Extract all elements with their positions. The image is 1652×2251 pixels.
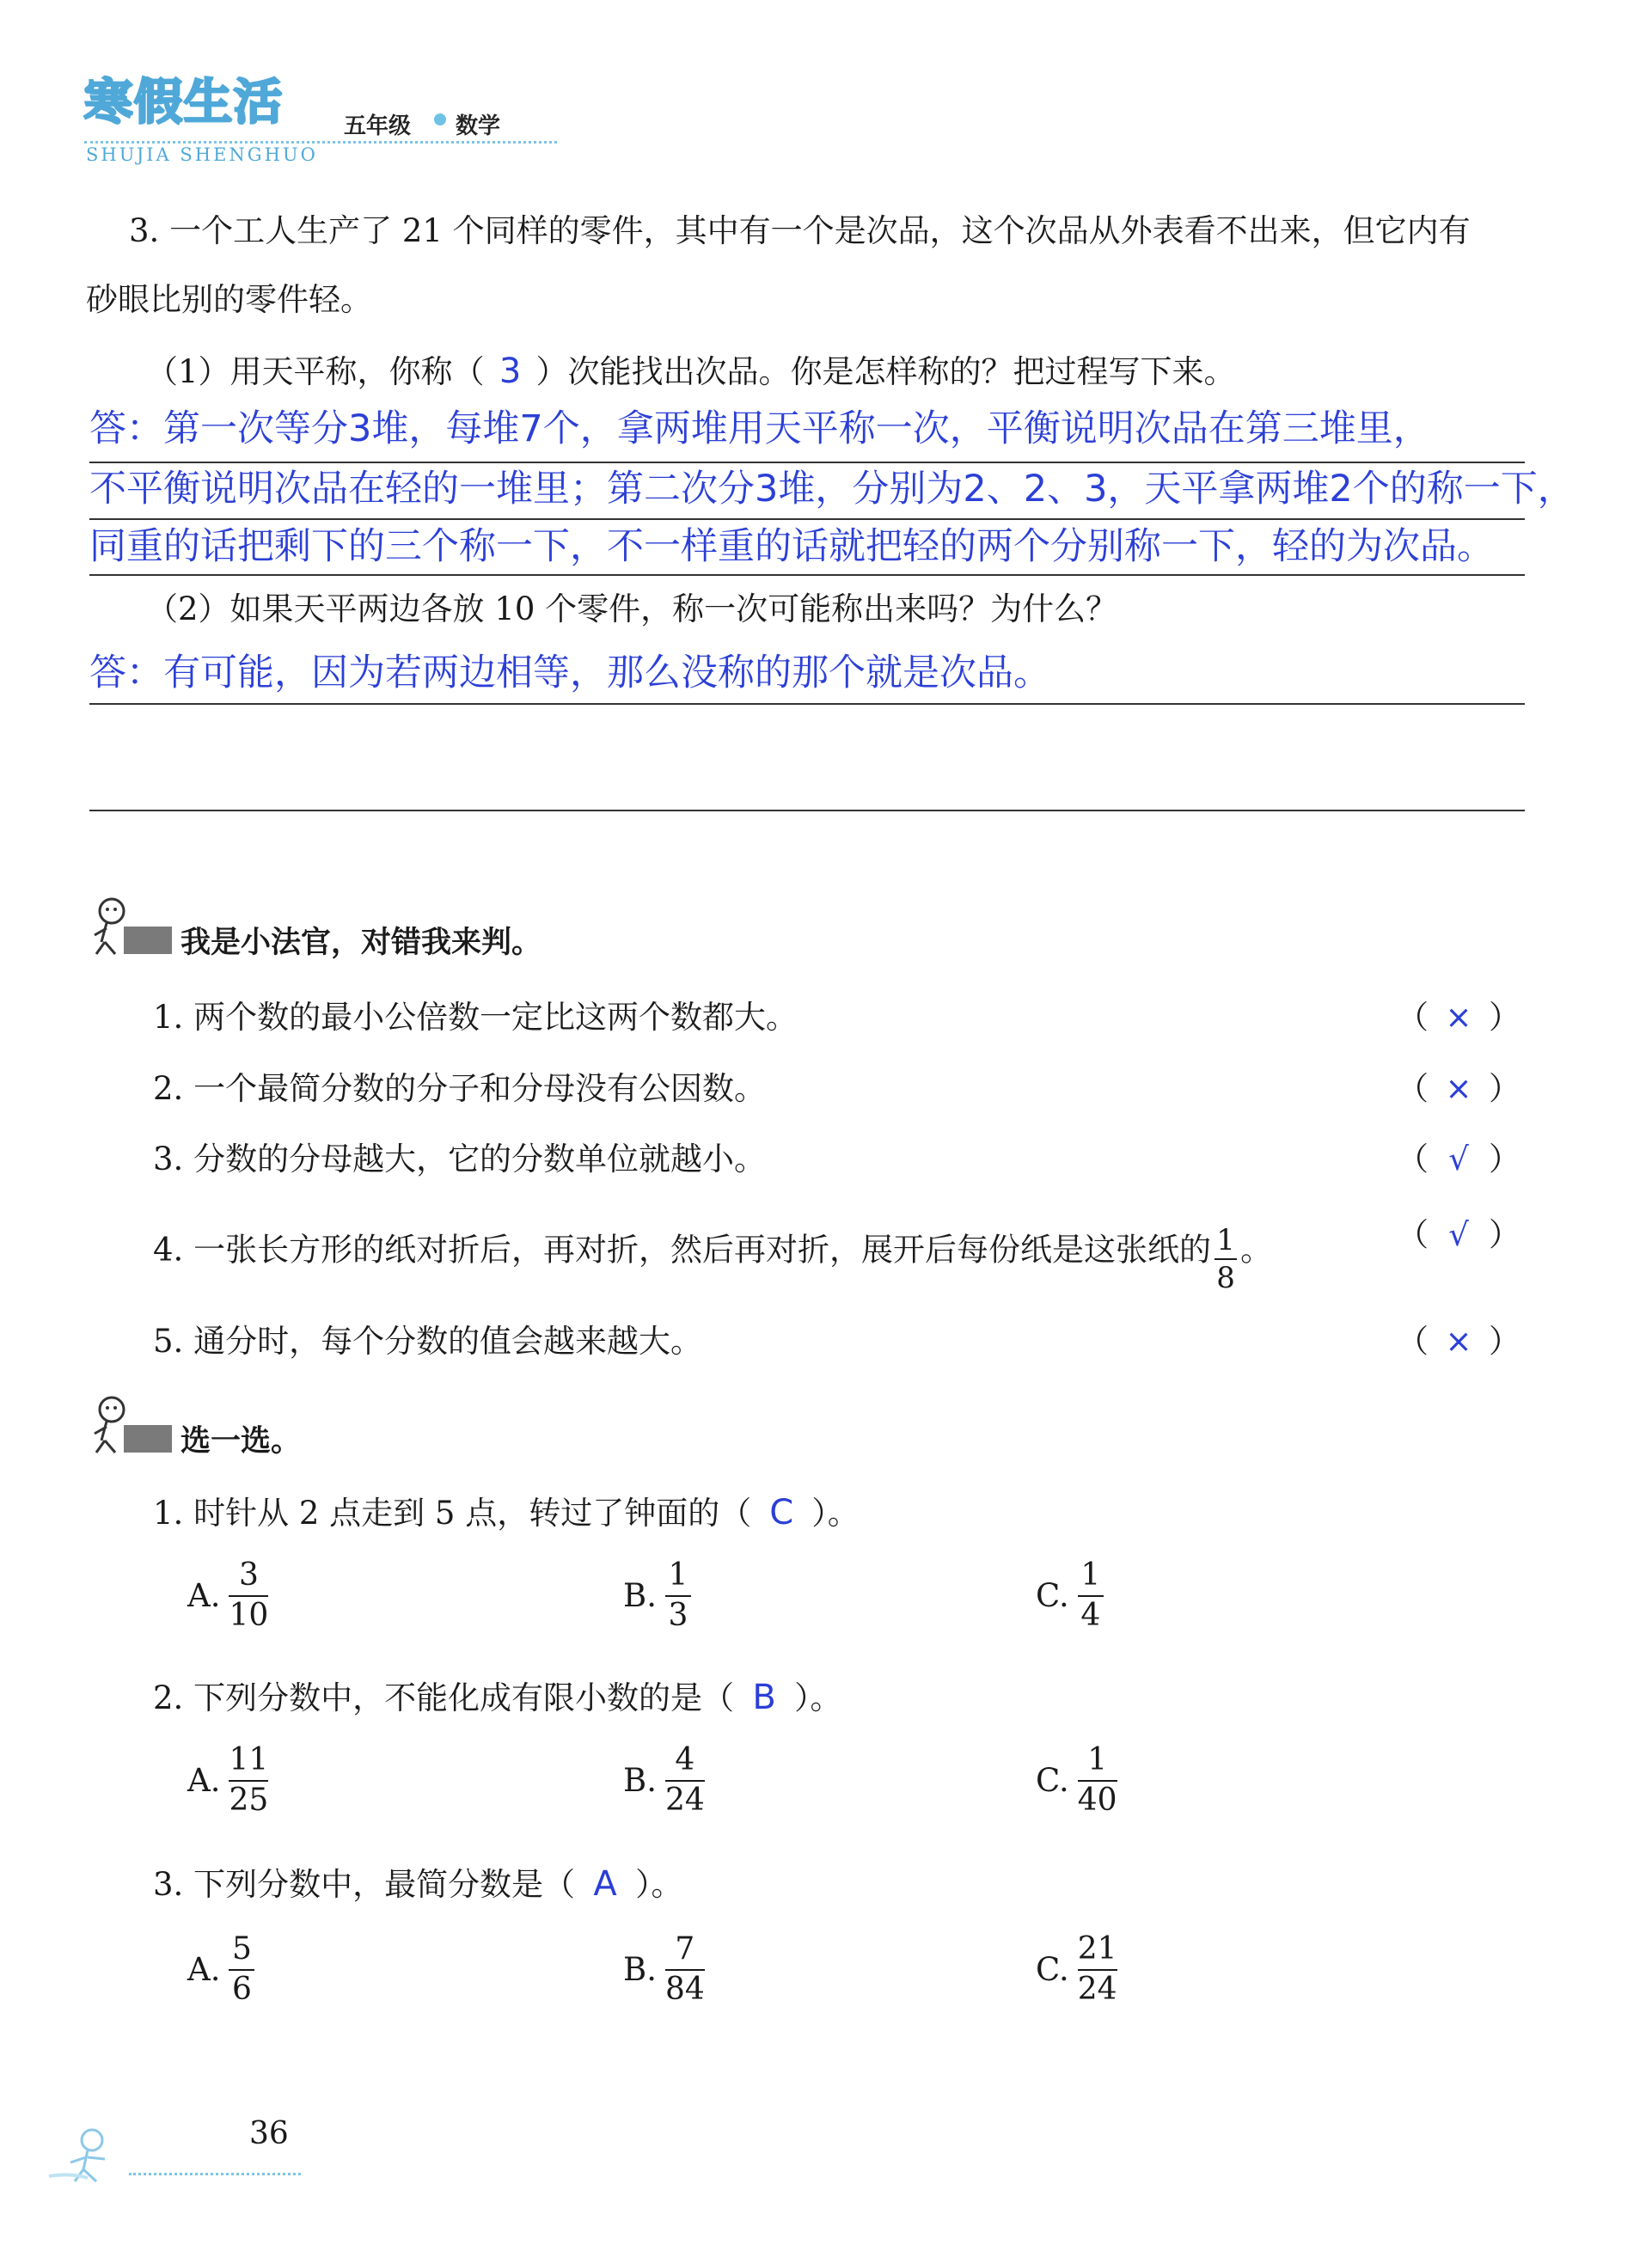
option-letter: A. [187,1577,221,1614]
option-letter: C. [1036,1762,1069,1799]
fraction-numerator: 11 [229,1742,269,1777]
fraction-bar [1078,1780,1117,1782]
header-logo: 寒假生活 [84,75,284,131]
fraction-bar [1078,1969,1117,1971]
judge-item [153,1143,766,1175]
page-number: 36 [249,2116,289,2151]
choose-question-suffix: ）。 [811,1495,860,1532]
problem3-line1: 3. 一个工人生产了 21 个同样的零件，其中有一个是次品，这个次品从外表看不出来，但它内有 [129,212,1471,249]
judge-answer-bracket [1397,1216,1520,1253]
section-icon [89,1392,172,1458]
judge-item-text: 4. 一张长方形的纸对折后，再对折，然后再对折，展开后每份纸是这张纸的 [153,1231,1212,1269]
fraction-numerator: 5 [232,1931,252,1967]
judge-item-text: 1. 两个数的最小公倍数一定比这两个数都大。 [153,999,798,1036]
fraction-denominator: 8 [1216,1261,1235,1295]
option-fraction [1077,1742,1117,1818]
fraction-denominator: 84 [664,1972,705,2007]
judge-item-text: 5. 通分时，每个分数的值会越来越大。 [153,1323,703,1360]
choose-option [187,1742,269,1818]
paren-close: ） [1489,1141,1520,1177]
problem3-answer2: 答：有可能，因为若两边相等，那么没称的那个就是次品。 [89,651,1050,694]
fraction-denominator: 25 [229,1783,269,1818]
choose-question-suffix: ）。 [635,1866,683,1903]
choose-option [1036,1931,1117,2007]
option-fraction [229,1742,269,1818]
choose-option [1036,1557,1104,1633]
fraction-bar [1215,1258,1237,1260]
fraction-bar [665,1780,705,1782]
header-divider [84,141,557,144]
option-fraction [229,1931,254,2007]
judge-answer-mark: × [1445,1070,1472,1107]
option-letter: B. [623,1951,657,1988]
problem3-answer-line1: 答：第一次等分3堆，每堆7个，拿两堆用天平称一次，平衡说明次品在第三堆里， [89,407,1430,450]
option-fraction [1078,1557,1104,1633]
choose-option [1036,1742,1117,1818]
judge-answer-bracket [1397,1323,1520,1360]
fraction-numerator: 1 [1087,1742,1108,1777]
option-fraction [229,1557,269,1633]
choose-answer: C [769,1493,794,1532]
section-icon [89,894,172,959]
problem3-q1 [146,352,1236,391]
judge-answer-mark: √ [1448,1216,1469,1253]
judge-answer-bracket [1397,1070,1520,1107]
choose-question-text: 1. 时针从 2 点走到 5 点，转过了钟面的（ [153,1495,752,1532]
choose-question [153,1680,842,1715]
judge-item-fraction [1215,1223,1237,1295]
choose-option [623,1742,705,1818]
option-letter: B. [623,1762,657,1799]
judge-title: 我是小法官，对错我来判。 [180,926,542,960]
judge-item [153,1219,1273,1295]
paren-close: ） [1489,1323,1520,1360]
fraction-bar [229,1780,268,1782]
choose-option [623,1931,705,2007]
judge-item [153,1070,767,1107]
fraction-bar [1078,1595,1104,1597]
fraction-numerator: 1 [1080,1557,1101,1593]
choose-answer: B [752,1678,776,1717]
fraction-numerator: 1 [1216,1223,1235,1257]
paren-close: ） [1489,999,1520,1036]
problem3-line2: 砂眼比别的零件轻。 [86,281,372,318]
fraction-numerator: 3 [238,1557,259,1593]
fraction-bar [665,1969,705,1971]
choose-answer: A [593,1864,617,1904]
option-letter: A. [187,1951,221,1988]
choose-question [153,1864,683,1904]
judge-item [153,999,798,1036]
answer-rule [89,810,1525,811]
paren-open: （ [1397,1323,1429,1360]
footer-child-icon [45,2125,131,2185]
choose-question-text: 3. 下列分数中，最简分数是（ [153,1866,576,1903]
choose-option [187,1931,254,2007]
judge-answer-bracket [1397,999,1520,1036]
problem3-answer-line3: 同重的话把剩下的三个称一下，不一样重的话就把轻的两个分别称一下，轻的为次品。 [89,525,1494,568]
fraction-numerator: 1 [668,1557,688,1593]
answer-rule [89,574,1525,576]
fraction-numerator: 7 [675,1931,695,1967]
problem3-answer-line2: 不平衡说明次品在轻的一堆里；第二次分3堆，分别为2、2、3，天平拿两堆2个的称一下， [89,468,1575,511]
fraction-numerator: 4 [675,1742,695,1777]
fraction-denominator: 40 [1077,1783,1117,1818]
fraction-denominator: 4 [1080,1598,1101,1633]
option-letter: A. [187,1762,221,1799]
judge-item-text: 3. 分数的分母越大，它的分数单位就越小。 [153,1141,767,1177]
problem3-q1-answer: 3 [499,352,522,391]
fraction-denominator: 24 [664,1783,705,1818]
choose-option [187,1557,269,1633]
fraction-denominator: 24 [1077,1972,1117,2007]
fraction-bar [229,1969,254,1971]
option-letter: C. [1036,1577,1069,1614]
judge-answer-mark: √ [1448,1141,1469,1177]
option-letter: B. [623,1577,657,1614]
answer-rule [89,462,1525,463]
answer-rule [89,703,1525,705]
problem3-q2: （2）如果天平两边各放 10 个零件，称一次可能称出来吗？为什么？ [146,590,1118,627]
paren-open: （ [1397,999,1429,1036]
paren-open: （ [1397,1070,1429,1107]
option-fraction [664,1742,705,1818]
choose-option [623,1557,691,1633]
judge-answer-mark: × [1445,1323,1472,1360]
header [0,0,1652,172]
judge-item [153,1323,703,1360]
fraction-denominator: 6 [232,1972,252,2007]
header-grade: 五年级 [344,113,412,139]
fraction-denominator: 3 [668,1598,688,1633]
paren-open: （ [1397,1216,1429,1253]
choose-question-text: 2. 下列分数中，不能化成有限小数的是（ [153,1679,735,1716]
answer-rule [89,518,1525,520]
paren-close: ） [1489,1070,1520,1107]
problem3-q1-post: ）次能找出次品。你是怎样称的？把过程写下来。 [535,353,1236,390]
problem3-q1-pre: （1）用天平称，你称（ [146,353,485,390]
choose-title: 选一选。 [180,1424,302,1459]
fraction-denominator: 10 [229,1598,269,1633]
choose-question-suffix: ）。 [794,1679,842,1716]
paren-open: （ [1397,1141,1429,1177]
choose-question [153,1493,860,1532]
paren-close: ） [1489,1216,1520,1253]
header-logo-pinyin: SHUJIA SHENGHUO [86,144,318,165]
judge-answer-mark: × [1445,999,1472,1036]
header-dot-icon [434,113,446,125]
fraction-numerator: 21 [1077,1931,1117,1967]
option-fraction [665,1557,691,1633]
judge-answer-bracket [1397,1143,1520,1175]
option-fraction [1077,1931,1117,2007]
judge-item-text: 2. 一个最简分数的分子和分母没有公因数。 [153,1070,767,1107]
judge-item-suffix: 。 [1240,1231,1273,1269]
fraction-bar [229,1595,268,1597]
footer-divider [129,2173,301,2175]
option-letter: C. [1036,1951,1069,1988]
fraction-bar [665,1595,691,1597]
header-subject: 数学 [456,113,501,139]
option-fraction [664,1931,705,2007]
